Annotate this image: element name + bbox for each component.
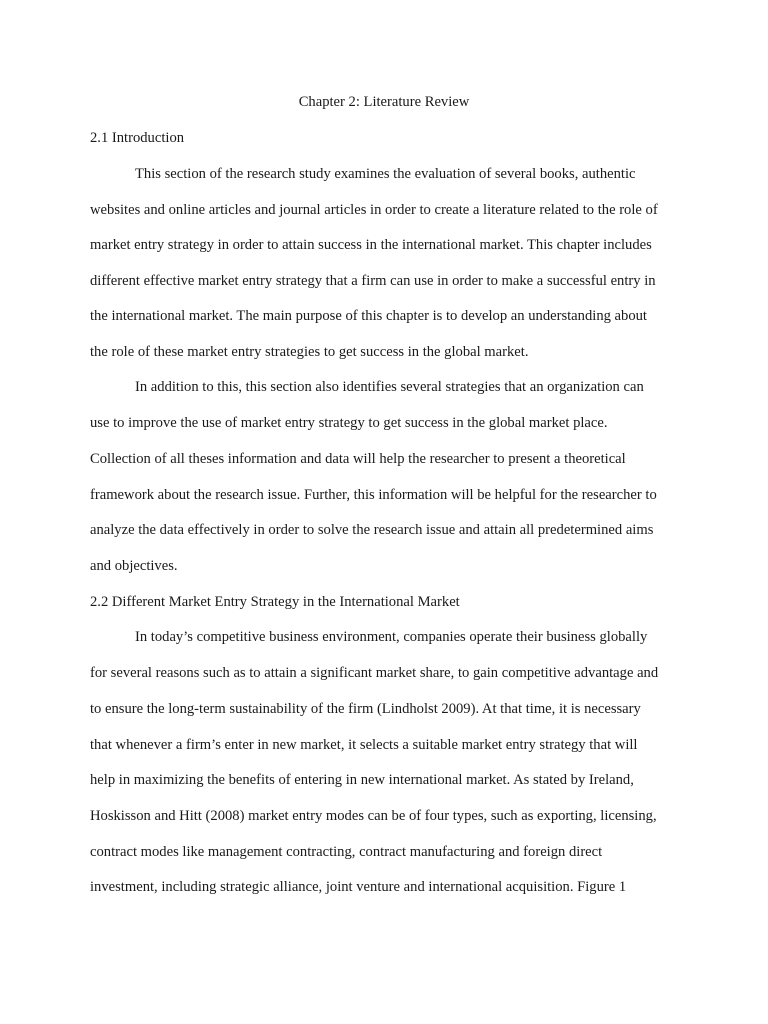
paragraph-line: the role of these market entry strategies to get success in the global market.	[90, 344, 529, 360]
paragraph-line: In today’s competitive business environment, companies operate their business globally	[135, 629, 648, 645]
paragraph-line: use to improve the use of market entry strategy to get success in the global market place.	[90, 415, 608, 431]
paragraph-line: investment, including strategic alliance, joint venture and international acquisition. Figure 1	[90, 879, 627, 895]
paragraph-line: websites and online articles and journal articles in order to create a literature related to the role of	[90, 202, 658, 218]
paragraph-line: the international market. The main purpose of this chapter is to develop an understanding about	[90, 308, 647, 324]
chapter-title: Chapter 2: Literature Review	[298, 94, 470, 110]
paragraph-line: for several reasons such as to attain a significant market share, to gain competitive advantage and	[90, 665, 659, 681]
section-heading-market-entry: 2.2 Different Market Entry Strategy in the International Market	[90, 594, 460, 610]
paragraph-line: that whenever a firm’s enter in new market, it selects a suitable market entry strategy that will	[90, 737, 638, 753]
paragraph-line: framework about the research issue. Further, this information will be helpful for the researcher to	[90, 487, 657, 503]
paragraph-line: to ensure the long-term sustainability of the firm (Lindholst 2009). At that time, it is necessary	[90, 701, 641, 717]
paragraph-line: Hoskisson and Hitt (2008) market entry modes can be of four types, such as exporting, licensing,	[90, 808, 657, 824]
paragraph-line: market entry strategy in order to attain success in the international market. This chapter includes	[90, 237, 652, 253]
paragraph-line: analyze the data effectively in order to solve the research issue and attain all predetermined aims	[90, 522, 654, 538]
paragraph-line: help in maximizing the benefits of entering in new international market. As stated by Ireland,	[90, 772, 634, 788]
paragraph-line: contract modes like management contracting, contract manufacturing and foreign direct	[90, 844, 603, 860]
paragraph-line: In addition to this, this section also identifies several strategies that an organization can	[135, 379, 644, 395]
paragraph-line: different effective market entry strategy that a firm can use in order to make a successful entry in	[90, 273, 656, 289]
paragraph-line: and objectives.	[90, 558, 178, 574]
paragraph-line: Collection of all theses information and data will help the researcher to present a theoretical	[90, 451, 626, 467]
section-heading-introduction: 2.1 Introduction	[90, 130, 185, 146]
paragraph-line: This section of the research study examines the evaluation of several books, authentic	[135, 166, 636, 182]
